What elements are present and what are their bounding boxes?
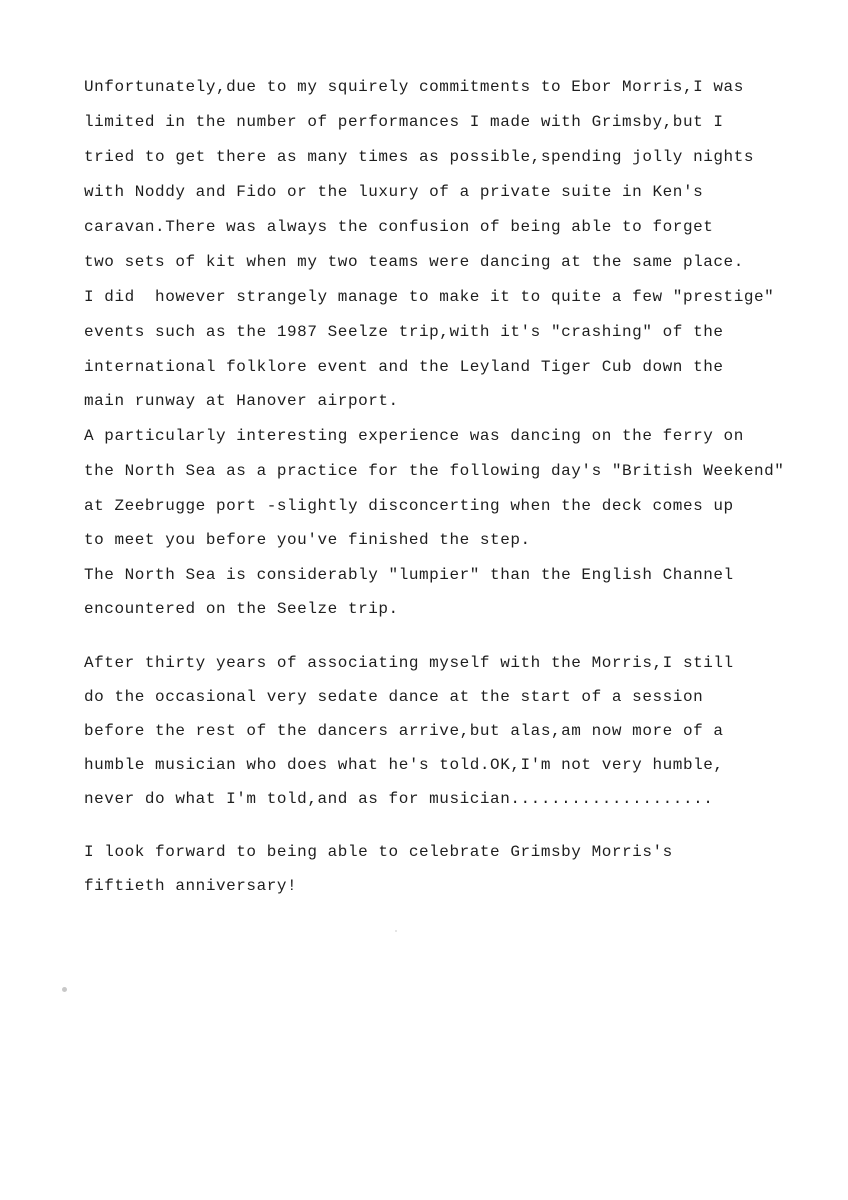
text-line: I look forward to being able to celebrate Grimsby Morris's — [84, 843, 673, 861]
text-line: international folklore event and the Leyland Tiger Cub down the — [84, 358, 724, 376]
text-line: I did however strangely manage to make it to quite a few "prestige" — [84, 288, 775, 306]
text-line: The North Sea is considerably "lumpier" than the English Channel — [84, 566, 734, 584]
text-line: encountered on the Seelze trip. — [84, 600, 399, 618]
scan-speck — [62, 987, 67, 992]
text-line: at Zeebrugge port -slightly disconcerting when the deck comes up — [84, 497, 734, 515]
text-line: After thirty years of associating myself with the Morris,I still — [84, 654, 734, 672]
text-line: tried to get there as many times as possible,spending jolly nights — [84, 148, 755, 166]
text-line: Unfortunately,due to my squirely commitments to Ebor Morris,I was — [84, 78, 744, 96]
text-line: the North Sea as a practice for the following day's "British Weekend" — [84, 462, 785, 480]
text-line: fiftieth anniversary! — [84, 877, 298, 895]
text-line: never do what I'm told,and as for musician.................... — [84, 790, 714, 808]
text-line: main runway at Hanover airport. — [84, 392, 399, 410]
text-line: caravan.There was always the confusion of being able to forget — [84, 218, 714, 236]
text-line: events such as the 1987 Seelze trip,with it's "crashing" of the — [84, 323, 724, 341]
text-line: two sets of kit when my two teams were dancing at the same place. — [84, 253, 744, 271]
text-line: limited in the number of performances I made with Grimsby,but I — [84, 113, 724, 131]
text-line: A particularly interesting experience was dancing on the ferry on — [84, 427, 744, 445]
text-line: to meet you before you've finished the step. — [84, 531, 531, 549]
scan-speck — [395, 930, 397, 932]
text-line: with Noddy and Fido or the luxury of a private suite in Ken's — [84, 183, 704, 201]
text-line: do the occasional very sedate dance at the start of a session — [84, 688, 704, 706]
text-line: before the rest of the dancers arrive,but alas,am now more of a — [84, 722, 724, 740]
text-line: humble musician who does what he's told.OK,I'm not very humble, — [84, 756, 724, 774]
